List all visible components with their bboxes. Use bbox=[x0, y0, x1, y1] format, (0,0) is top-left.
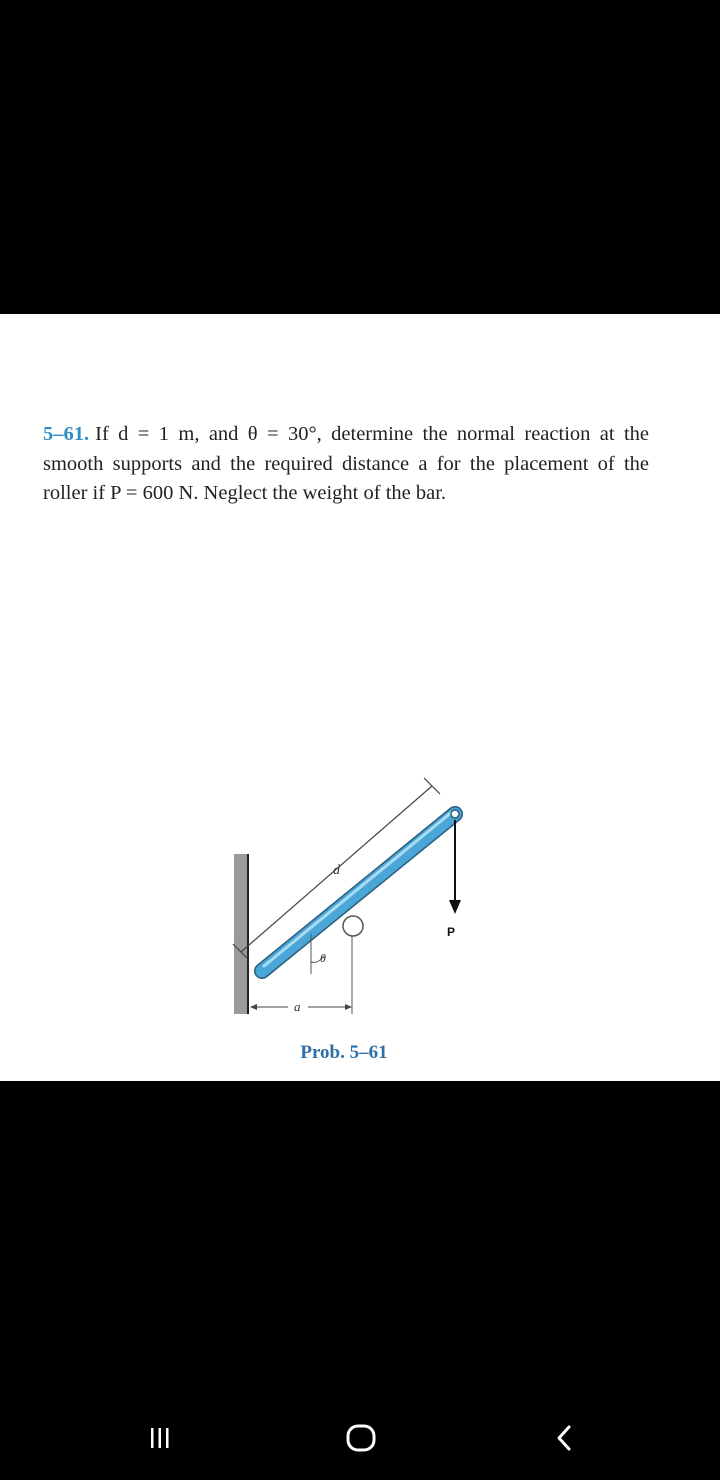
label-theta: θ bbox=[320, 951, 326, 965]
bar-highlight bbox=[264, 812, 452, 966]
wall bbox=[234, 854, 247, 1014]
home-icon bbox=[344, 1423, 378, 1453]
home-button[interactable] bbox=[337, 1416, 385, 1460]
dimension-a-arrow-left bbox=[250, 1004, 257, 1010]
android-navigation-bar bbox=[0, 1400, 720, 1472]
bar-end-pin bbox=[451, 810, 459, 818]
label-p: P bbox=[447, 925, 456, 939]
bar bbox=[262, 814, 455, 971]
screenshot-content bbox=[0, 314, 720, 1081]
label-a: a bbox=[294, 999, 301, 1014]
figure-caption-text: Prob. 5–61 bbox=[300, 1042, 388, 1063]
problem-figure bbox=[0, 314, 720, 1081]
recent-apps-button[interactable] bbox=[136, 1416, 184, 1460]
label-d: d bbox=[333, 863, 340, 878]
dimension-a-arrow-right bbox=[345, 1004, 352, 1010]
problem-text: If d = 1 m, and θ = 30°, determine the normal reaction at the smooth supports and the required distance a for the placement of the roller if P = 600 N. Neglect the weight of the bar. bbox=[43, 423, 649, 504]
problem-number: 5–61. bbox=[43, 423, 90, 445]
back-icon bbox=[552, 1423, 576, 1453]
back-button[interactable] bbox=[540, 1416, 588, 1460]
load-p-arrowhead bbox=[449, 900, 461, 914]
figure-caption bbox=[0, 1042, 720, 1064]
top-black-area bbox=[0, 0, 720, 314]
recent-apps-icon bbox=[147, 1426, 173, 1450]
roller bbox=[343, 916, 363, 936]
